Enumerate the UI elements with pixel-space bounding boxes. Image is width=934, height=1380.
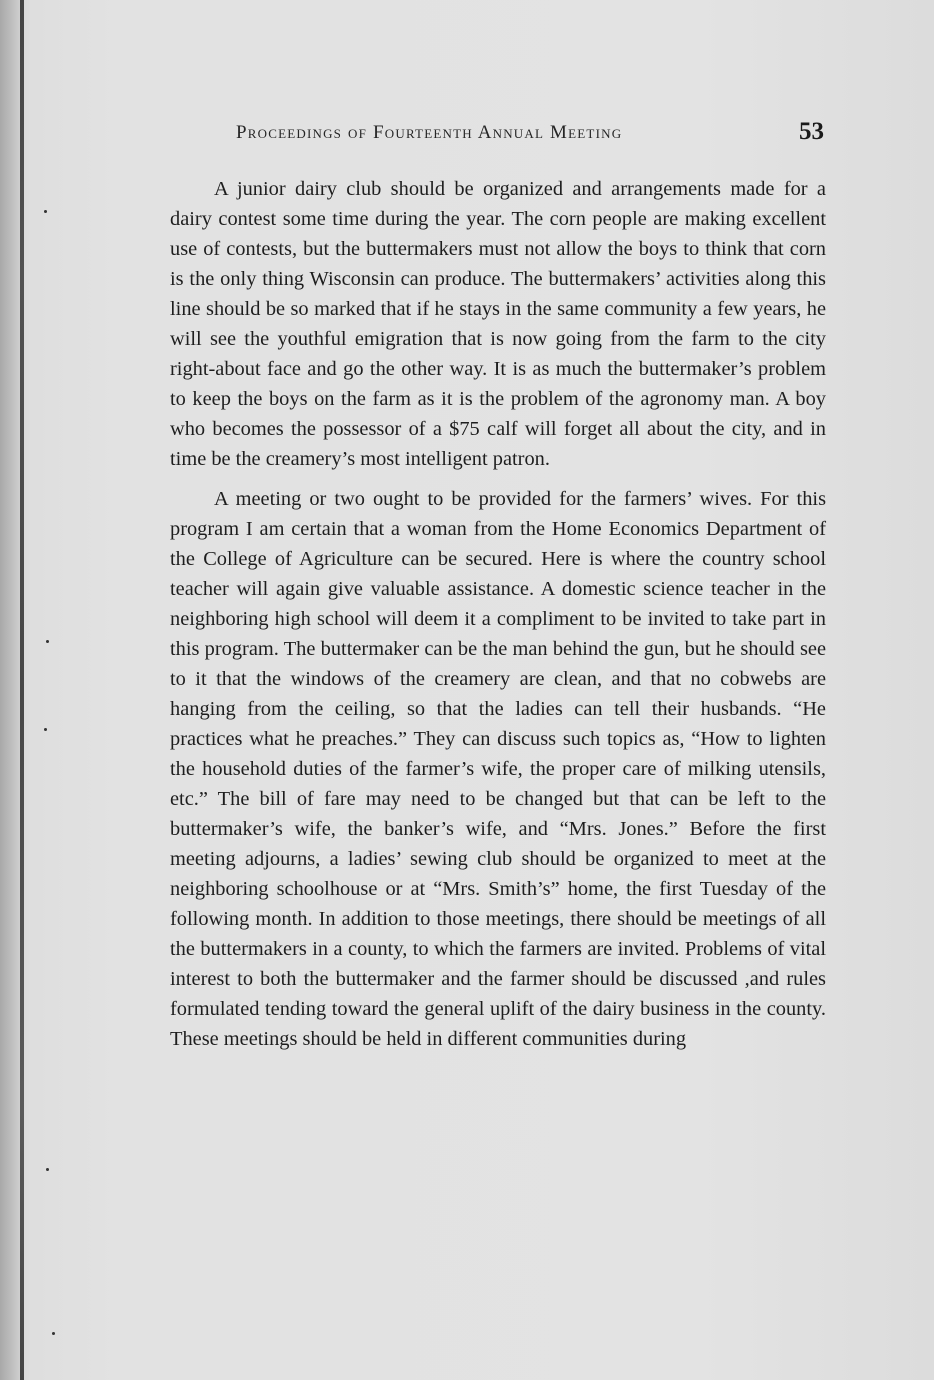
- binding-shadow: [0, 0, 20, 1380]
- page-speck: [44, 728, 47, 731]
- page-speck: [52, 1332, 55, 1335]
- page-binding: [0, 0, 30, 1380]
- paragraph: A meeting or two ought to be provided for the farmers’ wives. For this program I am certain that a woman from the Home Economics Department of the College of Agriculture can be secured. Here is where the country school teacher will again give valuable assistance. A domestic science teacher in the neighboring high school will deem it a compliment to be invited to take part in this program. The buttermaker can be the man behind the gun, but he should see to it that the windows of the creamery are clean, and that no cobwebs are hanging from the ceiling, so that the ladies can tell their husbands. “He practices what he preaches.” They can discuss such topics as, “How to lighten the household duties of the farmer’s wife, the proper care of milking utensils, etc.” The bill of fare may need to be changed but that can be left to the buttermaker’s wife, the banker’s wife, and “Mrs. Jones.” Before the first meeting adjourns, a ladies’ sewing club should be organized to meet at the neighboring schoolhouse or at “Mrs. Smith’s” home, the first Tuesday of the following month. In addition to those meetings, there should be meetings of all the buttermakers in a county, to which the farmers are invited. Problems of vital interest to both the buttermaker and the farmer should be discussed ,and rules formulated tending toward the general uplift of the dairy business in the county. These meetings should be held in different communities during: [170, 488, 826, 1050]
- page-number: 53: [799, 118, 824, 145]
- page-speck: [44, 210, 47, 213]
- page-speck: [46, 640, 49, 643]
- page-header: [236, 118, 826, 154]
- binding-edge: [20, 0, 24, 1380]
- paragraph: A junior dairy club should be organized and arrangements made for a dairy contest some time during the year. The corn people are making excellent use of contests, but the buttermakers must not allow the boys to think that corn is the only thing Wisconsin can produce. The buttermakers’ activities along this line should be so marked that if he stays in the same community a few years, he will see the youthful emigration that is now going from the farm to the city right-about face and go the other way. It is as much the buttermaker’s problem to keep the boys on the farm as it is the problem of the agronomy man. A boy who becomes the possessor of a $75 calf will forget all about the city, and in time be the creamery’s most intelligent patron.: [170, 178, 826, 470]
- page-speck: [46, 1168, 49, 1171]
- running-head: Proceedings of Fourteenth Annual Meeting: [236, 122, 623, 143]
- body-text: [170, 174, 826, 1054]
